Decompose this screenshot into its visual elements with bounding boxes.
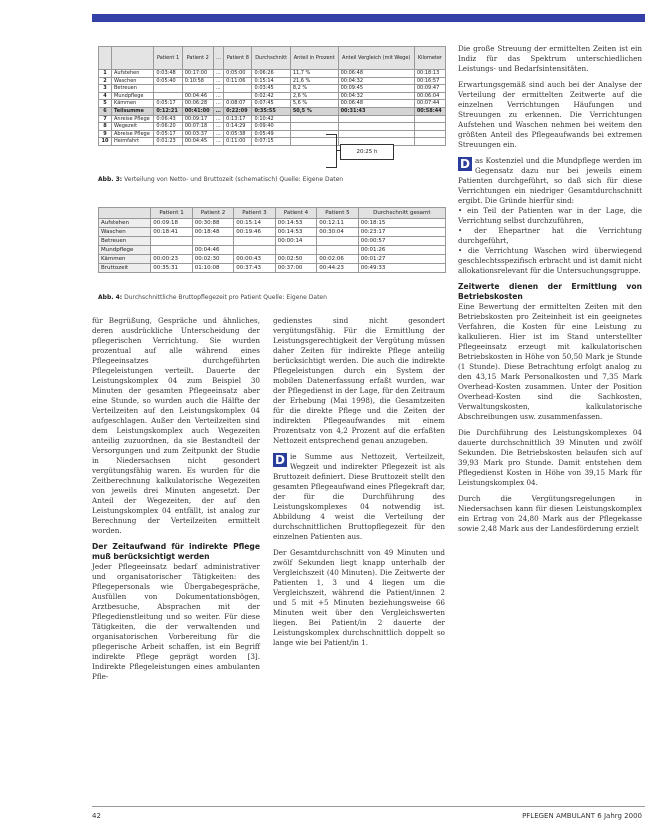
table-cell xyxy=(414,115,445,123)
row-number: 3 xyxy=(99,85,112,93)
drop-cap: D xyxy=(458,157,472,171)
table-cell: 00:30:88 xyxy=(192,219,233,228)
table-cell: 00:06:48 xyxy=(338,70,414,78)
row-label: Wegezeit xyxy=(112,123,154,131)
table-cell: 0:06:26 xyxy=(252,70,290,78)
table-cell: 00:37:00 xyxy=(275,264,316,273)
caption-text: Durchschnittliche Bruttopflegezeit pro Patient xyxy=(124,294,262,301)
page-number: 42 xyxy=(92,812,101,820)
table-cell: 0:06:43 xyxy=(154,115,182,123)
column-header: Anteil Vergleich (mit Wege) xyxy=(338,47,414,70)
table-cell: 00:58:44 xyxy=(414,107,445,115)
table-row xyxy=(99,219,446,228)
table-cell: 00:17:00 xyxy=(182,70,213,78)
table-cell: 00:23:17 xyxy=(358,228,445,237)
table-cell xyxy=(151,246,192,255)
column-header: Patient 2 xyxy=(182,47,213,70)
table-cell xyxy=(224,92,252,100)
table-cell xyxy=(290,123,338,131)
table-cell xyxy=(234,246,275,255)
table-cell: … xyxy=(213,115,223,123)
table-cell: 00:18:41 xyxy=(151,228,192,237)
table-row xyxy=(99,85,446,93)
table-cell: 00:00:57 xyxy=(358,237,445,246)
table-cell: 0:03:48 xyxy=(154,70,182,78)
text-column-3 xyxy=(458,44,642,534)
table-cell xyxy=(224,85,252,93)
drop-cap: D xyxy=(273,453,287,467)
table-cell: 0:13:17 xyxy=(224,115,252,123)
table-cell: 00:15:14 xyxy=(234,219,275,228)
table-cell xyxy=(338,115,414,123)
table-cell: 0:10:42 xyxy=(252,115,290,123)
row-label: Heimfahrt xyxy=(112,138,154,146)
table-cell: 00:30:04 xyxy=(317,228,358,237)
table-cell xyxy=(338,130,414,138)
table-cell: 0:08:07 xyxy=(224,100,252,108)
caption-label: Abb. 3: xyxy=(98,176,123,183)
table-cell: 0:14:29 xyxy=(224,123,252,131)
paragraph: Jeder Pflegeeinsatz bedarf administrativer und organisatorischer Tätigkeiten: des Pflegepersonals wie Übergabegespräche, Ausfüllen von Dokumentationsbögen, Arztbesuche, Absprachen mit der Pflegedienstleitung und so weiter. Für diese Tätigkeiten, die der verwaltenden und organisatorischen Vorbereitung für die pflegerische Arbeit schaffen, ist ein Begriff indirekte Pflege geprägt worden [3]. Indirekte Pflegeleistungen eines ambulanten Pfle- xyxy=(92,562,260,681)
table-cell: 00:14:53 xyxy=(275,219,316,228)
caption-source: Quelle: Eigene Daten xyxy=(263,294,327,301)
table-cell: 0:22:09 xyxy=(224,107,252,115)
table-cell: 0:11:06 xyxy=(224,77,252,85)
column-header: … xyxy=(213,47,223,70)
table-cell xyxy=(414,123,445,131)
table-cell: 00:04:46 xyxy=(192,246,233,255)
table-header-row xyxy=(99,47,446,70)
table-cell: … xyxy=(213,77,223,85)
row-label: Anreise Pflege xyxy=(112,115,154,123)
table-row xyxy=(99,115,446,123)
table-row xyxy=(99,92,446,100)
table-cell: 2,6 % xyxy=(290,92,338,100)
table-row xyxy=(99,130,446,138)
table-cell: 00:18:15 xyxy=(358,219,445,228)
table-cell: 00:19:46 xyxy=(234,228,275,237)
paragraph-with-dropcap xyxy=(273,452,445,542)
paragraph: gedienstes sind nicht gesondert vergütungsfähig. Für die Ermittlung der Leistungsgerechtigkeit der Vergütung müssen daher Zeiten für indirekte Pflege anteilig berücksichtigt werden. Die auch die indirekte Pflegeleistungen durch ein System der mobilen Datenerfassung erfaßt wurden, war der Pflegedienst in der Lage, für den Zeitraum der Erhebung (Mai 1998), die Gesamtzeiten für die direkte Pflege und die Zeiten der indirekten Pflegeaufwandes mit einem Prozentsatz von 4,2 Prozent auf die erfaßten Nettozeit entsprechend genau anzugeben. xyxy=(273,316,445,445)
table-cell: 0:05:38 xyxy=(224,130,252,138)
row-number: 9 xyxy=(99,130,112,138)
table-cell: 00:04:45 xyxy=(182,138,213,146)
table-cell: 0:05:00 xyxy=(224,70,252,78)
table-cell: 00:44:23 xyxy=(317,264,358,273)
table-row xyxy=(99,228,446,237)
table-row xyxy=(99,123,446,131)
table-cell: 00:04:32 xyxy=(338,77,414,85)
table-cell: 0:01:23 xyxy=(154,138,182,146)
table-cell xyxy=(151,237,192,246)
table-cell xyxy=(317,237,358,246)
table-cell: 00:16:57 xyxy=(414,77,445,85)
table-cell: 00:41:00 xyxy=(182,107,213,115)
table-cell: 00:02:30 xyxy=(192,255,233,264)
table-cell: 00:49:33 xyxy=(358,264,445,273)
paragraph: für Begrüßung, Gespräche und ähnliches, deren ausdrückliche Unterscheidung der pflegerischen Verrichtung. Sie wurden prozentual auf alle während eines Pflegeeinsatzes durchgeführten Pflegeleistungen verteilt. Dauerte der Leistungskomplex 04 zum Beispiel 30 Minuten der gesamten Pflegeeinsatz aber eine Stunde, so wurden auch die Hälfte der Verteilzeiten auf den Leistungskomplex 04 aufgeschlagen. Außer den Verteilzeiten sind dem Leistungskomplex auch Wegezeiten anteilig zuzuordnen, da sie Bestandteil der Versorgungen und zum Zeitpunkt der Studie in Niedersachsen nicht gesondert vergütungsfähig waren. Es wurden für die Zeitberechnung kalkulatorische Wegezeiten von jeweils drei Minuten angesetzt. Der Anteil der Wegezeiten, der auf den Leistungskomplex 04 entfällt, ist analog zur Berechnung der Verteilzeiten ermittelt worden. xyxy=(92,316,260,535)
row-label: Aufstehen xyxy=(99,219,151,228)
table-cell: 00:35:31 xyxy=(151,264,192,273)
table-cell: … xyxy=(213,130,223,138)
column-header: Kilometer xyxy=(414,47,445,70)
table-cell xyxy=(317,246,358,255)
table-cell: 50,5 % xyxy=(290,107,338,115)
column-header: Patient 1 xyxy=(151,208,192,219)
paragraph-with-dropcap xyxy=(458,156,642,206)
table-cell: 00:03:37 xyxy=(182,130,213,138)
table-cell xyxy=(154,85,182,93)
table-cell xyxy=(338,123,414,131)
row-label: Kämmen xyxy=(112,100,154,108)
column-header: Patient 3 xyxy=(234,208,275,219)
column-header: Patient 1 xyxy=(154,47,182,70)
row-label: Teilsumme xyxy=(112,107,154,115)
table-cell: … xyxy=(213,70,223,78)
table-cell: 0:09:40 xyxy=(252,123,290,131)
table-cell: … xyxy=(213,138,223,146)
paragraph-text: ie Summe aus Nettozeit, Verteilzeit, Wegzeit und indirekter Pflegezeit ist als Bruttozeit definiert. Diese Bruttozeit stellt den gesamten Pflegeaufwand eines Pflegekraft dar, der für die Durchführung des Leistungskomplexes 04 notwendig ist. Abbildung 4 weist die Verteilung der durchschnittlichen Bruttopflegezeit für den einzelnen Patienten aus. xyxy=(273,452,445,541)
table-cell: 00:00:23 xyxy=(151,255,192,264)
footer-rule xyxy=(92,806,645,807)
table-cell: 21,6 % xyxy=(290,77,338,85)
row-number: 1 xyxy=(99,70,112,78)
table-cell: 00:09:45 xyxy=(338,85,414,93)
row-number: 10 xyxy=(99,138,112,146)
row-number: 6 xyxy=(99,107,112,115)
table-row xyxy=(99,77,446,85)
table-cell: 00:04:46 xyxy=(182,92,213,100)
paragraph: Die große Streuung der ermittelten Zeiten ist ein Indiz für das Spektrum unterschiedlichen Leistungs- und Bedarfsintensitäten. xyxy=(458,44,642,73)
table-cell: 8,2 % xyxy=(290,85,338,93)
net-gross-time-table xyxy=(98,46,446,146)
caption-source: Quelle: Eigene Daten xyxy=(279,176,344,183)
header-band xyxy=(92,14,645,22)
table-cell: 00:00:43 xyxy=(234,255,275,264)
bullet-item: • der Ehepartner hat die Verrichtung durchgeführt, xyxy=(458,226,642,245)
table-row xyxy=(99,70,446,78)
column-header: Anteil in Prozent xyxy=(290,47,338,70)
row-label: Waschen xyxy=(99,228,151,237)
bullet-item: • die Verrichtung Waschen wird überwiegend geschlechtsspezifisch erbracht und ist damit nicht allokationsrelevant für die Untersuchungsgruppe. xyxy=(458,246,642,275)
row-number: 2 xyxy=(99,77,112,85)
table-cell: 0:35:55 xyxy=(252,107,290,115)
table-row xyxy=(99,107,446,115)
table-cell: … xyxy=(213,92,223,100)
column-header: Patient 5 xyxy=(317,208,358,219)
table-cell: 00:18:48 xyxy=(192,228,233,237)
table-cell: 5,6 % xyxy=(290,100,338,108)
table-cell: 0:15:14 xyxy=(252,77,290,85)
column-header xyxy=(99,208,151,219)
paragraph: Die Durchführung des Leistungskomplexes 04 dauerte durchschnittlich 39 Minuten und zwölf Sekunden. Die Betriebskosten belaufen sich auf 39,93 Mark pro Stunde. Damit entstehen dem Pflegedienst Kosten in Höhe von 39,15 Mark für Leistungskomplex 04. xyxy=(458,428,642,487)
table-cell: 00:31:43 xyxy=(338,107,414,115)
column-header: Patient 4 xyxy=(275,208,316,219)
table-cell: 00:04:32 xyxy=(338,92,414,100)
table-row xyxy=(99,100,446,108)
row-label: Mundpflege xyxy=(99,246,151,255)
table-cell: 0:10:58 xyxy=(182,77,213,85)
table-cell: 00:06:28 xyxy=(182,100,213,108)
table-cell: 00:01:26 xyxy=(358,246,445,255)
table-cell: … xyxy=(213,123,223,131)
table-cell: 0:07:45 xyxy=(252,100,290,108)
paragraph: Der Gesamtdurchschnitt von 49 Minuten und zwölf Sekunden liegt knapp unterhalb der Vergleichszeit (40 Minuten). Die Zeitwerte der Patienten 1, 3 und 4 liegen um die Vergleichszeit, während die Patient/innen 2 und 5 mit +5 Minuten beziehungsweise 66 Minuten weit über den Vergleichswerten liegen. Bei Patient/in 2 dauerte der Leistungskomplex durchschnittlich doppelt so lange wie bei Patient/in 1. xyxy=(273,548,445,647)
figure-caption-4 xyxy=(98,294,446,302)
table-cell: 00:09:18 xyxy=(151,219,192,228)
row-number-header xyxy=(99,47,112,70)
table-row xyxy=(99,255,446,264)
column-header: Durchschnitt xyxy=(252,47,290,70)
table-row xyxy=(99,246,446,255)
section-heading: Zeitwerte dienen der Ermittlung von Betriebskosten xyxy=(458,282,642,301)
column-header: Durchschnitt gesamt xyxy=(358,208,445,219)
row-number: 5 xyxy=(99,100,112,108)
table-cell: 0:07:15 xyxy=(252,138,290,146)
row-label: Bruttozeit xyxy=(99,264,151,273)
paragraph: Erwartungsgemäß sind auch bei der Analyse der Verteilung der ermittelten Zeitwerte auf die einzelnen Verrichtungen Häufungen und Streuungen zu erkennen. Die Verrichtungen Aufstehen und Waschen nehmen bei weitem den größten Anteil des Pflegeaufwands bei extremen Streuungen ein. xyxy=(458,80,642,149)
table-cell: 00:37:43 xyxy=(234,264,275,273)
row-label: Betreuen xyxy=(112,85,154,93)
table-cell: 00:09:17 xyxy=(182,115,213,123)
paragraph: Eine Bewertung der ermittelten Zeiten mit den Betriebskosten pro Zeiteinheit ist ein geeignetes Verfahren, die Kosten für eine Leistung zu kalkulieren. Hier ist im Stand unterstellter Pflegeeinsatz erzeugt mit kalkulatorischen Betriebskosten in Höhe von 50,50 Mark je Stunde (1 Stunde). Diese Betrachtung erfolgt analog zu den 43,15 Mark Personalkosten und 7,35 Mark Overhead-Kosten zusammen. Unter der Position Overhead-Kosten sind die Sachkosten, Verwaltungskosten, kalkulatorische Abschreibungen usw. zusammenfassen. xyxy=(458,302,642,421)
table-cell: 00:02:06 xyxy=(317,255,358,264)
row-label: Kämmen xyxy=(99,255,151,264)
table-cell xyxy=(192,237,233,246)
figure-caption-3 xyxy=(98,176,446,184)
table-cell xyxy=(182,85,213,93)
table-cell xyxy=(154,92,182,100)
column-header: Patient 8 xyxy=(224,47,252,70)
table-cell: 00:07:44 xyxy=(414,100,445,108)
row-label: Abreise Pflege xyxy=(112,130,154,138)
table-row xyxy=(99,237,446,246)
table-cell xyxy=(275,246,316,255)
table-cell xyxy=(234,237,275,246)
table-cell xyxy=(290,115,338,123)
table-cell: 0:02:42 xyxy=(252,92,290,100)
table-cell: 00:06:04 xyxy=(414,92,445,100)
bullet-item: • ein Teil der Patienten war in der Lage, die Verrichtung selbst durchzuführen, xyxy=(458,206,642,225)
journal-name: PFLEGEN AMBULANT 6 Jahrg 2000 xyxy=(522,812,642,820)
table-cell: 00:09:47 xyxy=(414,85,445,93)
paragraph-text: as Kostenziel und die Mundpflege werden im Gegensatz dazu nur bei jeweils einem Patienten durchgeführt, so daß sich für diese Verrichtungen ein niedriger Gesamtdurchschnitt ergibt. Die Gründe hierfür sind: xyxy=(458,156,642,205)
table-cell: 0:05:17 xyxy=(154,100,182,108)
text-column-2 xyxy=(273,316,445,648)
table-cell: 00:01:27 xyxy=(358,255,445,264)
row-label: Aufstehen xyxy=(112,70,154,78)
table-cell: 00:02:50 xyxy=(275,255,316,264)
section-heading: Der Zeitaufwand für indirekte Pflege muß berücksichtigt werden xyxy=(92,542,260,561)
table-cell: 0:12:21 xyxy=(154,107,182,115)
gross-care-time-table xyxy=(98,207,446,273)
table-cell: 0:11:00 xyxy=(224,138,252,146)
table-row xyxy=(99,264,446,273)
column-header xyxy=(112,47,154,70)
table-cell: 11,7 % xyxy=(290,70,338,78)
table-cell xyxy=(414,130,445,138)
table-cell: 00:12:11 xyxy=(317,219,358,228)
row-label: Waschen xyxy=(112,77,154,85)
table-cell: … xyxy=(213,100,223,108)
bracket xyxy=(326,134,337,168)
row-number: 4 xyxy=(99,92,112,100)
caption-text: Verteilung von Netto- und Bruttozeit (schematisch) xyxy=(124,176,278,183)
table-cell: 01:10:08 xyxy=(192,264,233,273)
column-header: Patient 2 xyxy=(192,208,233,219)
row-label: Betreuen xyxy=(99,237,151,246)
table-cell: 00:18:13 xyxy=(414,70,445,78)
bracket-total-label: 20:25 h xyxy=(340,144,394,160)
text-column-1 xyxy=(92,316,260,682)
table-cell: 0:03:45 xyxy=(252,85,290,93)
table-header-row xyxy=(99,208,446,219)
row-label: Mundpflege xyxy=(112,92,154,100)
paragraph: Durch die Vergütungsregelungen in Niedersachsen kann für diesen Leistungskomplex ein Ertrag von 24,80 Mark aus der Pflegekasse sowie 2,48 Mark aus der Landesförderung erzielt xyxy=(458,494,642,533)
table-cell: 0:05:40 xyxy=(154,77,182,85)
table-cell: 00:00:14 xyxy=(275,237,316,246)
table-cell: 0:05:17 xyxy=(154,130,182,138)
row-number: 8 xyxy=(99,123,112,131)
table-cell: … xyxy=(213,85,223,93)
table-cell: 00:07:18 xyxy=(182,123,213,131)
table-cell xyxy=(414,138,445,146)
table-cell: … xyxy=(213,107,223,115)
table-cell: 00:06:48 xyxy=(338,100,414,108)
row-number: 7 xyxy=(99,115,112,123)
table-cell: 00:14:53 xyxy=(275,228,316,237)
table-cell: 0:05:49 xyxy=(252,130,290,138)
caption-label: Abb. 4: xyxy=(98,294,123,301)
table-cell: 0:06:20 xyxy=(154,123,182,131)
